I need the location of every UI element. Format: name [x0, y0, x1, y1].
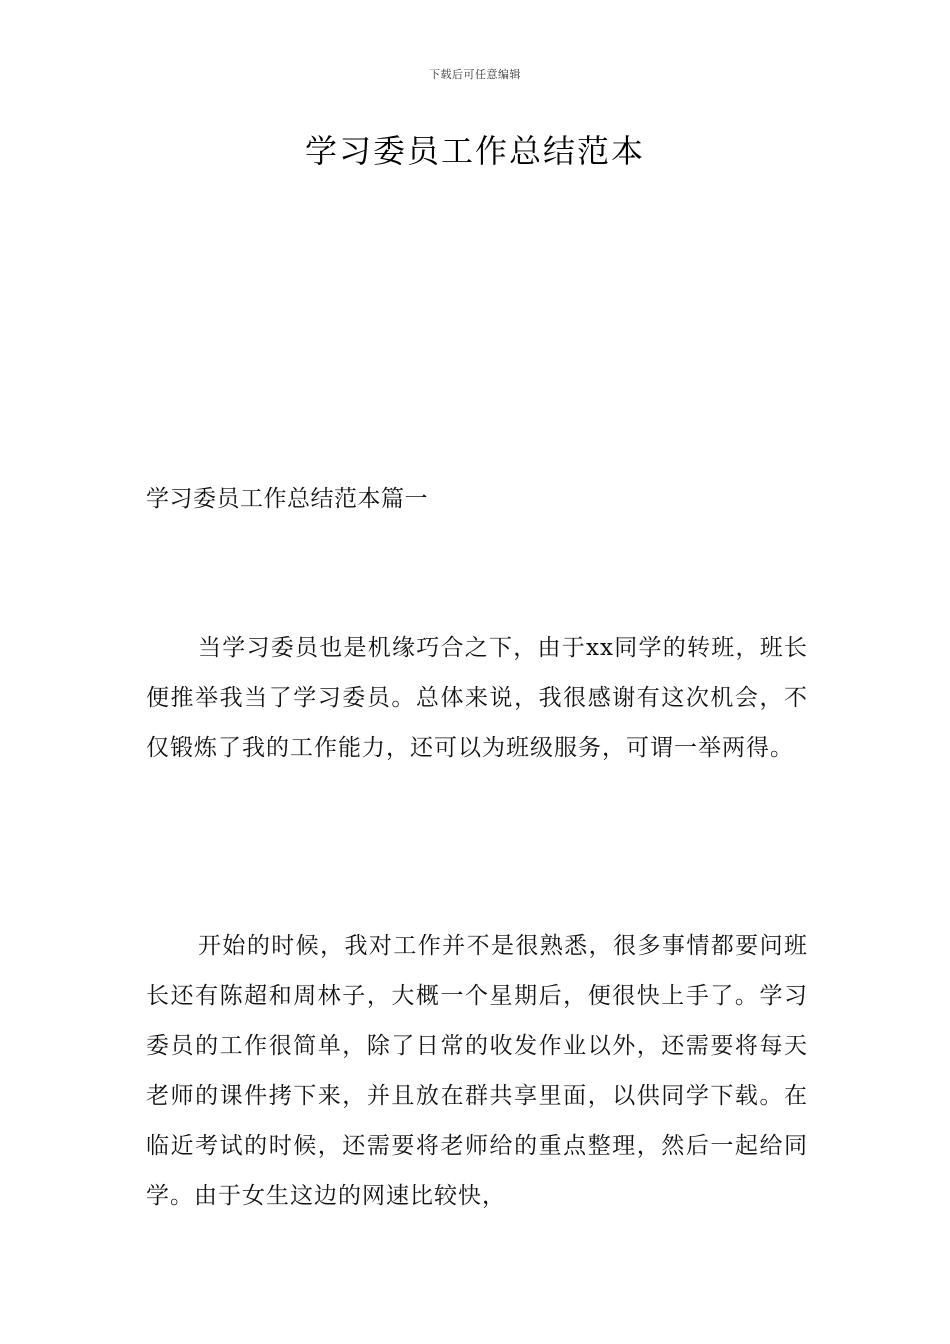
body-paragraph-1: 当学习委员也是机缘巧合之下，由于xx同学的转班，班长便推举我当了学习委员。总体来说，我很感谢有这次机会，不仅锻炼了我的工作能力，还可以为班级服务，可谓一举两得。	[146, 635, 808, 761]
document-title: 学习委员工作总结范本	[304, 132, 645, 170]
section-heading: 学习委员工作总结范本篇一	[146, 486, 428, 512]
header-note: 下载后可任意编辑	[429, 68, 521, 81]
body-paragraph-2: 开始的时候，我对工作并不是很熟悉，很多事情都要问班长还有陈超和周林子，大概一个星期后，便很快上手了。学习委员的工作很简单，除了日常的收发作业以外，还需要将每天老师的课件拷下来，并且放在群共享里面，以供同学下载。在临近考试的时候，还需要将老师给的重点整理，然后一起给同学。由于女生这边的网速比较快，	[146, 933, 808, 1209]
